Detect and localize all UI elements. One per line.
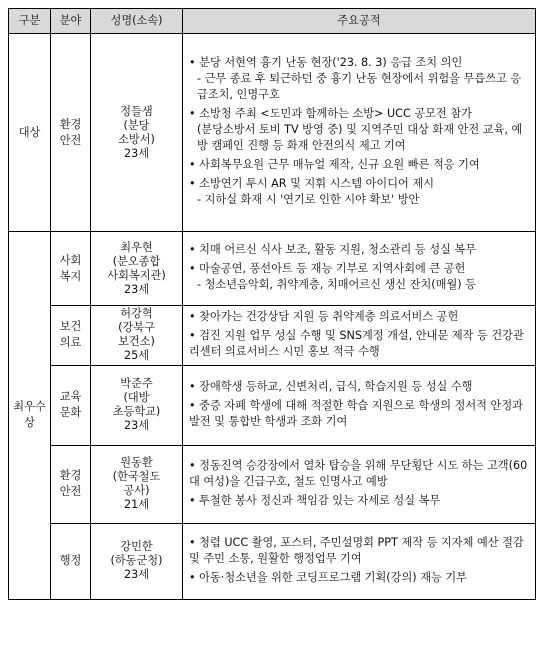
table-row [9, 365, 536, 445]
name-text: (강북구 [118, 321, 155, 335]
name-cell [91, 365, 183, 445]
field-text: 사회 [59, 253, 82, 267]
achievement-item [189, 398, 531, 430]
achievements-cell [183, 523, 536, 599]
name-text: 23세 [123, 282, 150, 296]
header-row [9, 9, 536, 34]
achievements-cell [183, 34, 536, 232]
table-row [9, 306, 536, 366]
achievement-text: • 투철한 봉사 정신과 책임감 있는 자세로 성실 복무 [189, 494, 440, 507]
achievement-text: • 정동진역 승강장에서 열차 탑승을 위해 무단횡단 시도 하는 고객(60대 여성)을 긴급구호, 철도 인명사고 예방 [189, 459, 527, 488]
name-text: 공사) [123, 484, 150, 498]
name-text: 원동환 [120, 456, 153, 470]
achievement-item [189, 106, 531, 154]
achievements-cell [183, 306, 536, 366]
achievement-subtext: - 지하실 화재 시 '연기로 인한 시야 확보' 방안 [197, 192, 420, 206]
table-row [9, 445, 536, 523]
field-text: 의료 [59, 336, 82, 350]
name-cell [91, 34, 183, 232]
achievement-item [189, 242, 531, 258]
achievement-text: • 마술공연, 풍선아트 등 재능 기부로 지역사회에 큰 공헌 [189, 262, 465, 275]
achievements-cell [183, 232, 536, 306]
achievement-item [189, 535, 531, 567]
header-category: 구분 [9, 9, 51, 34]
field-cell [51, 232, 91, 306]
table-row [9, 523, 536, 599]
achievement-item [189, 176, 531, 208]
achievement-text: • 중증 자폐 학생에 대해 적절한 학습 지원으로 학생의 정서적 안정과 발전 및 통합반 학생과 조화 기여 [189, 399, 523, 428]
table-body [9, 34, 536, 600]
name-text: 최우현 [120, 240, 153, 254]
field-text: 안전 [59, 133, 82, 147]
achievement-text: • 치매 어르신 식사 보조, 활동 지원, 청소관리 등 성실 복무 [189, 243, 476, 256]
achievements-cell [183, 445, 536, 523]
achievement-item [189, 570, 531, 586]
field-cell [51, 365, 91, 445]
field-text: 복지 [59, 269, 82, 283]
name-text: 박준주 [120, 377, 153, 391]
field-cell [51, 34, 91, 232]
name-text: 초등학교) [112, 405, 161, 419]
name-text: (분오종합 [112, 254, 161, 268]
field-text: 보건 [59, 320, 82, 334]
field-text: 행정 [59, 554, 82, 568]
field-cell [51, 523, 91, 599]
category-cell: 대상 [9, 34, 51, 232]
name-text: 23세 [123, 568, 150, 582]
name-text: 23세 [123, 419, 150, 433]
achievements-cell [183, 365, 536, 445]
achievement-item [189, 328, 531, 360]
achievement-text: • 소방청 주최 <도민과 함께하는 소방> UCC 공모전 참가 [189, 107, 472, 120]
achievement-text: • 검진 지원 업무 성실 수행 및 SNS계정 개설, 안내문 제작 등 건강관리센터 의료서비스 시민 홍보 적극 수행 [189, 329, 524, 358]
achievement-item [189, 493, 531, 509]
achievement-text: • 찾아가는 건강상담 지원 등 취약계층 의료서비스 공헌 [189, 310, 458, 323]
achievement-item [189, 55, 531, 103]
table-row [9, 34, 536, 232]
name-text: 21세 [123, 498, 150, 512]
name-text: 25세 [123, 349, 150, 363]
achievement-subtext: - 청소년음악회, 취약계층, 치매어르신 생신 잔치(매월) 등 [197, 277, 476, 291]
name-text: 보건소) [118, 335, 155, 349]
field-cell [51, 445, 91, 523]
field-text: 교육 [59, 390, 82, 404]
achievement-text: • 장애학생 등하교, 신변처리, 급식, 학습지원 등 성실 수행 [189, 380, 472, 393]
field-text: 환경 [59, 117, 82, 131]
achievement-subtext: - 근무 종료 후 퇴근하던 중 흉기 난동 현장에서 위험을 무릅쓰고 응급조치, 인명구호 [197, 72, 522, 102]
field-text: 안전 [59, 485, 82, 499]
achievement-text: • 소방연기 투시 AR 및 지휘 시스템 아이디어 제시 [189, 177, 434, 190]
name-text: 허강혁 [120, 307, 153, 321]
achievement-text: • 사회복무요원 근무 매뉴얼 제작, 신규 요원 빠른 적응 기여 [189, 158, 480, 171]
header-name: 성명(소속) [91, 9, 183, 34]
name-text: (분당 [123, 118, 150, 132]
name-text: 강민한 [120, 540, 153, 554]
field-text: 환경 [59, 469, 82, 483]
name-cell [91, 523, 183, 599]
name-text: (하동군청) [110, 554, 163, 568]
header-field: 분야 [51, 9, 91, 34]
name-text: (대방 [123, 391, 150, 405]
achievement-item [189, 379, 531, 395]
awards-table-container [8, 8, 536, 600]
name-text: (한국철도 [112, 470, 161, 484]
field-text: 문화 [59, 406, 82, 420]
achievement-subtext: (분당소방서 토비 TV 방영 중) 및 지역주민 대상 화재 안전 교육, 예방 캠페인 진행 등 화재 안전의식 제고 기여 [197, 123, 523, 152]
achievement-text: • 분당 서현역 흉기 난동 현장('23. 8. 3) 응급 조치 의인 [189, 56, 462, 69]
name-text: 사회복지관) [107, 268, 166, 282]
achievement-item [189, 157, 531, 173]
name-text: 정들샘 [120, 104, 153, 118]
awards-table [8, 8, 536, 600]
name-text: 23세 [123, 146, 150, 160]
achievement-text: • 아동·청소년을 위한 코딩프로그램 기획(강의) 재능 기부 [189, 571, 467, 584]
header-achievements: 주요공적 [183, 9, 536, 34]
achievement-item [189, 261, 531, 293]
field-cell [51, 306, 91, 366]
achievement-text: • 청렴 UCC 촬영, 포스터, 주민설명회 PPT 제작 등 지자체 예산 절감 및 주민 소통, 원활한 행정업무 기여 [189, 536, 524, 565]
category-cell: 최우수상 [9, 232, 51, 600]
achievement-item [189, 458, 531, 490]
name-text: 소방서) [118, 132, 155, 146]
name-cell [91, 445, 183, 523]
achievement-item [189, 309, 531, 325]
table-row [9, 232, 536, 306]
name-cell [91, 306, 183, 366]
name-cell [91, 232, 183, 306]
